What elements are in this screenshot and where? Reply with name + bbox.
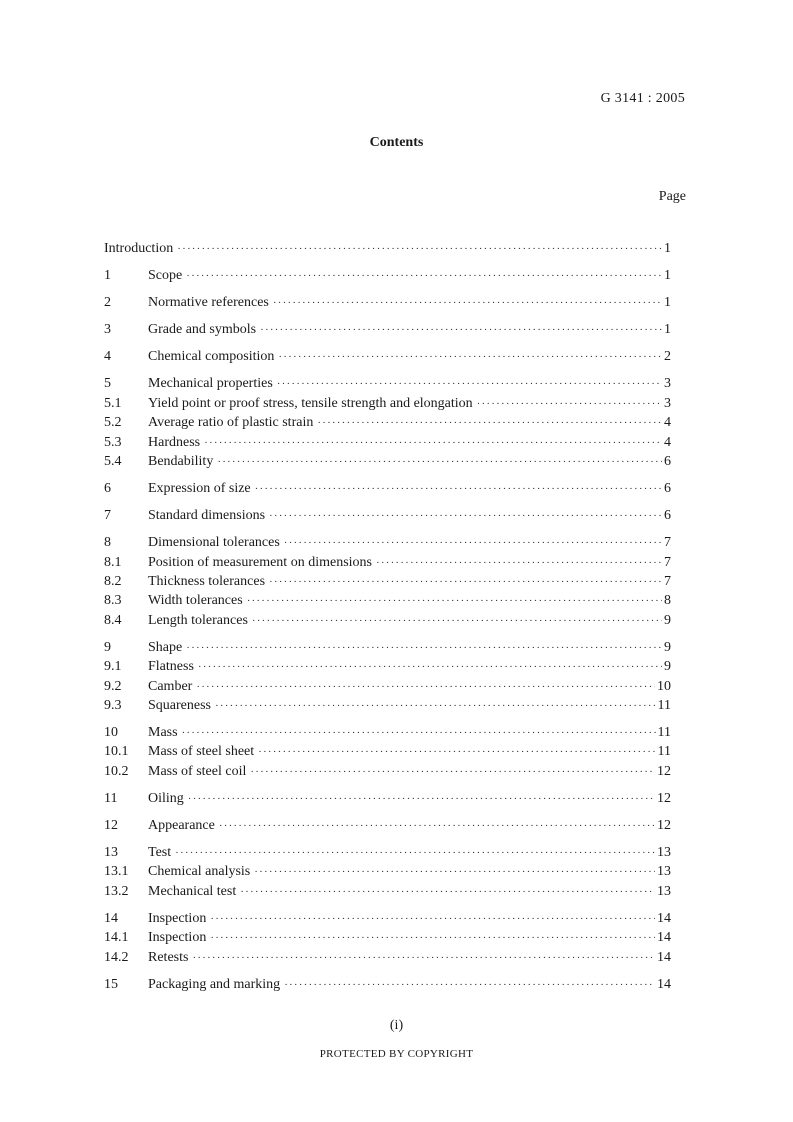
dot-leader	[192, 949, 655, 968]
toc-entry-page: 14	[657, 910, 671, 926]
page-column-heading: Page	[658, 189, 686, 204]
toc-entry-number: 9.3	[104, 698, 122, 713]
toc-entry-page: 11	[657, 725, 671, 741]
toc-entry[interactable]	[104, 882, 671, 901]
dot-leader	[240, 883, 655, 902]
toc-entry[interactable]	[104, 657, 671, 676]
toc-entry[interactable]	[104, 762, 671, 781]
copyright-notice: PROTECTED BY COPYRIGHT	[319, 1048, 474, 1060]
toc-entry[interactable]	[104, 320, 671, 339]
dot-leader	[250, 763, 655, 782]
toc-entry[interactable]	[104, 928, 671, 947]
toc-entry-title: Oiling	[148, 790, 184, 806]
dot-leader	[258, 743, 655, 762]
toc-entry-number: 6	[104, 481, 111, 497]
toc-entry-title: Test	[148, 845, 172, 861]
toc-entry-page: 12	[657, 763, 671, 779]
toc-entry-number: 13	[104, 845, 118, 861]
toc-entry-number: 13.1	[104, 864, 129, 880]
toc-entry-page: 1	[664, 322, 671, 338]
toc-entry[interactable]	[104, 293, 671, 312]
dot-leader	[182, 724, 656, 743]
toc-entry-title: Introduction	[104, 241, 174, 256]
toc-entry[interactable]	[104, 723, 671, 742]
toc-entry-page: 6	[664, 508, 671, 524]
toc-entry-title: Bendability	[148, 453, 214, 469]
toc-entry-number: 5.3	[104, 434, 122, 450]
toc-entry-number: 3	[104, 322, 111, 338]
toc-entry[interactable]	[104, 975, 671, 994]
toc-entry-page: 14	[657, 976, 671, 992]
dot-leader	[284, 534, 662, 553]
standard-id: G 3141 : 2005	[600, 91, 685, 106]
toc-entry-title: Position of measurement on dimensions	[148, 554, 372, 570]
toc-entry[interactable]	[104, 239, 671, 258]
toc-entry-number: 5.4	[104, 453, 122, 469]
toc-entry[interactable]	[104, 591, 671, 610]
toc-entry-title: Width tolerances	[148, 593, 243, 609]
toc-entry-title: Appearance	[148, 818, 215, 834]
toc-entry-page: 14	[657, 949, 671, 965]
toc-entry-title: Mechanical test	[148, 883, 237, 899]
toc-entry-page: 9	[664, 639, 671, 655]
toc-entry[interactable]	[104, 909, 671, 928]
toc-entry-number: 14.1	[104, 930, 129, 946]
dot-leader	[255, 480, 662, 499]
dot-leader	[273, 294, 662, 313]
toc-entry-page: 6	[664, 481, 671, 497]
toc-entry-number: 5	[104, 376, 111, 392]
toc-entry-title: Packaging and marking	[148, 976, 281, 992]
toc-entry-number: 14	[104, 910, 118, 926]
dot-leader	[376, 554, 662, 573]
toc-entry-title: Inspection	[148, 910, 207, 926]
dot-leader	[215, 697, 656, 716]
toc-entry[interactable]	[104, 696, 671, 715]
toc-entry[interactable]	[104, 789, 671, 808]
toc-entry-page: 13	[657, 845, 671, 861]
toc-entry-title: Chemical composition	[148, 349, 275, 365]
dot-leader	[219, 817, 655, 836]
dot-leader	[254, 863, 655, 882]
toc-entry-title: Dimensional tolerances	[148, 535, 280, 551]
toc-entry-page: 4	[664, 434, 671, 450]
toc-entry[interactable]	[104, 862, 671, 881]
dot-leader	[269, 573, 662, 592]
toc-entry-title: Thickness tolerances	[148, 573, 266, 589]
toc-entry-number: 8.1	[104, 554, 122, 570]
dot-leader	[284, 976, 655, 995]
toc-entry-number: 8.4	[104, 612, 122, 628]
toc-entry-page: 13	[657, 883, 671, 899]
toc-entry[interactable]	[104, 742, 671, 761]
dot-leader	[198, 658, 662, 677]
toc-entry-page: 11	[657, 698, 671, 713]
toc-entry-number: 14.2	[104, 949, 129, 965]
dot-leader	[186, 267, 662, 286]
toc-entry-title: Flatness	[148, 659, 194, 675]
dot-leader	[204, 434, 662, 453]
toc-entry-number: 9.1	[104, 659, 122, 675]
toc-entry-title: Mass of steel coil	[148, 763, 247, 779]
dot-leader	[175, 844, 655, 863]
toc-entry-title: Camber	[148, 678, 193, 694]
toc-entry-title: Inspection	[148, 930, 207, 946]
toc-entry-page: 3	[664, 376, 671, 392]
toc-entry[interactable]	[104, 533, 671, 552]
dot-leader	[217, 453, 662, 472]
toc-entry-number: 8.3	[104, 593, 122, 609]
dot-leader	[317, 414, 662, 433]
toc-entry-page: 1	[664, 268, 671, 284]
toc-entry-title: Shape	[148, 639, 183, 655]
toc-entry-number: 10.1	[104, 744, 129, 760]
toc-entry-number: 15	[104, 976, 118, 992]
toc-entry-page: 4	[664, 415, 671, 431]
toc-entry-title: Scope	[148, 268, 183, 284]
toc-entry-title: Hardness	[148, 434, 201, 450]
toc-entry-page: 8	[664, 593, 671, 609]
dot-leader	[196, 678, 655, 697]
toc-entry-page: 9	[664, 612, 671, 628]
toc-entry[interactable]	[104, 479, 671, 498]
toc-entry-page: 7	[664, 535, 671, 551]
toc-entry[interactable]	[104, 266, 671, 285]
dot-leader	[188, 790, 655, 809]
toc-entry-page: 9	[664, 659, 671, 675]
toc-entry[interactable]	[104, 816, 671, 835]
toc-entry-title: Average ratio of plastic strain	[148, 415, 314, 431]
toc-entry-number: 4	[104, 349, 111, 365]
toc-entry-number: 11	[104, 790, 118, 806]
toc-entry[interactable]	[104, 347, 671, 366]
toc-entry-page: 10	[657, 678, 671, 694]
toc-entry[interactable]	[104, 394, 671, 413]
toc-entry[interactable]	[104, 677, 671, 696]
dot-leader	[269, 507, 662, 526]
toc-entry-number: 13.2	[104, 883, 129, 899]
dot-leader	[260, 321, 662, 340]
dot-leader	[177, 240, 662, 259]
dot-leader	[247, 592, 662, 611]
toc-entry-page: 1	[664, 295, 671, 311]
toc-entry-number: 8	[104, 535, 111, 551]
toc-entry-number: 8.2	[104, 573, 122, 589]
toc-entry-number: 7	[104, 508, 111, 524]
toc-entry-title: Yield point or proof stress, tensile strength and elongation	[148, 395, 473, 411]
toc-entry-title: Normative references	[148, 295, 269, 311]
toc-entry[interactable]	[104, 948, 671, 967]
page-title: Contents	[369, 135, 424, 150]
toc-entry-number: 10	[104, 725, 118, 741]
toc-entry-number: 2	[104, 295, 111, 311]
toc-entry[interactable]	[104, 572, 671, 591]
dot-leader	[186, 639, 662, 658]
toc-entry[interactable]	[104, 452, 671, 471]
toc-entry-title: Mass	[148, 725, 178, 741]
dot-leader	[252, 612, 662, 631]
toc-entry-title: Squareness	[148, 698, 211, 713]
toc-entry-number: 9	[104, 639, 111, 655]
toc-entry-title: Length tolerances	[148, 612, 248, 628]
dot-leader	[278, 348, 662, 367]
toc-entry[interactable]	[104, 506, 671, 525]
toc-entry[interactable]	[104, 413, 671, 432]
toc-entry-title: Grade and symbols	[148, 322, 257, 338]
toc-entry-title: Chemical analysis	[148, 864, 251, 880]
toc-entry-page: 1	[664, 241, 671, 256]
toc-entry-page: 2	[664, 349, 671, 365]
toc-entry-number: 1	[104, 268, 111, 284]
toc-entry-title: Standard dimensions	[148, 508, 266, 524]
toc-entry-page: 13	[657, 864, 671, 880]
toc-entry-title: Mechanical properties	[148, 376, 273, 392]
toc-entry-page: 11	[657, 744, 671, 760]
toc-entry-number: 12	[104, 818, 118, 834]
toc-entry[interactable]	[104, 553, 671, 572]
toc-entry-page: 6	[664, 453, 671, 469]
toc-entry-title: Expression of size	[148, 481, 251, 497]
dot-leader	[210, 929, 655, 948]
dot-leader	[477, 395, 662, 414]
toc-entry-page: 14	[657, 930, 671, 946]
toc-entry-page: 12	[657, 790, 671, 806]
dot-leader	[277, 375, 662, 394]
toc-entry-title: Retests	[148, 949, 189, 965]
toc-entry[interactable]	[104, 374, 671, 393]
toc-entry-title: Mass of steel sheet	[148, 744, 255, 760]
toc-entry-number: 5.1	[104, 395, 122, 411]
toc-entry[interactable]	[104, 433, 671, 452]
toc-entry-page: 3	[664, 395, 671, 411]
toc-entry[interactable]	[104, 638, 671, 657]
page-folio: (i)	[389, 1018, 404, 1033]
toc-entry-number: 5.2	[104, 415, 122, 431]
toc-entry[interactable]	[104, 843, 671, 862]
toc-entry[interactable]	[104, 611, 671, 630]
toc-entry-page: 12	[657, 818, 671, 834]
dot-leader	[210, 910, 655, 929]
toc-entry-page: 7	[664, 554, 671, 570]
table-of-contents	[104, 239, 671, 994]
toc-entry-number: 9.2	[104, 678, 122, 694]
toc-entry-number: 10.2	[104, 763, 129, 779]
toc-entry-page: 7	[664, 573, 671, 589]
